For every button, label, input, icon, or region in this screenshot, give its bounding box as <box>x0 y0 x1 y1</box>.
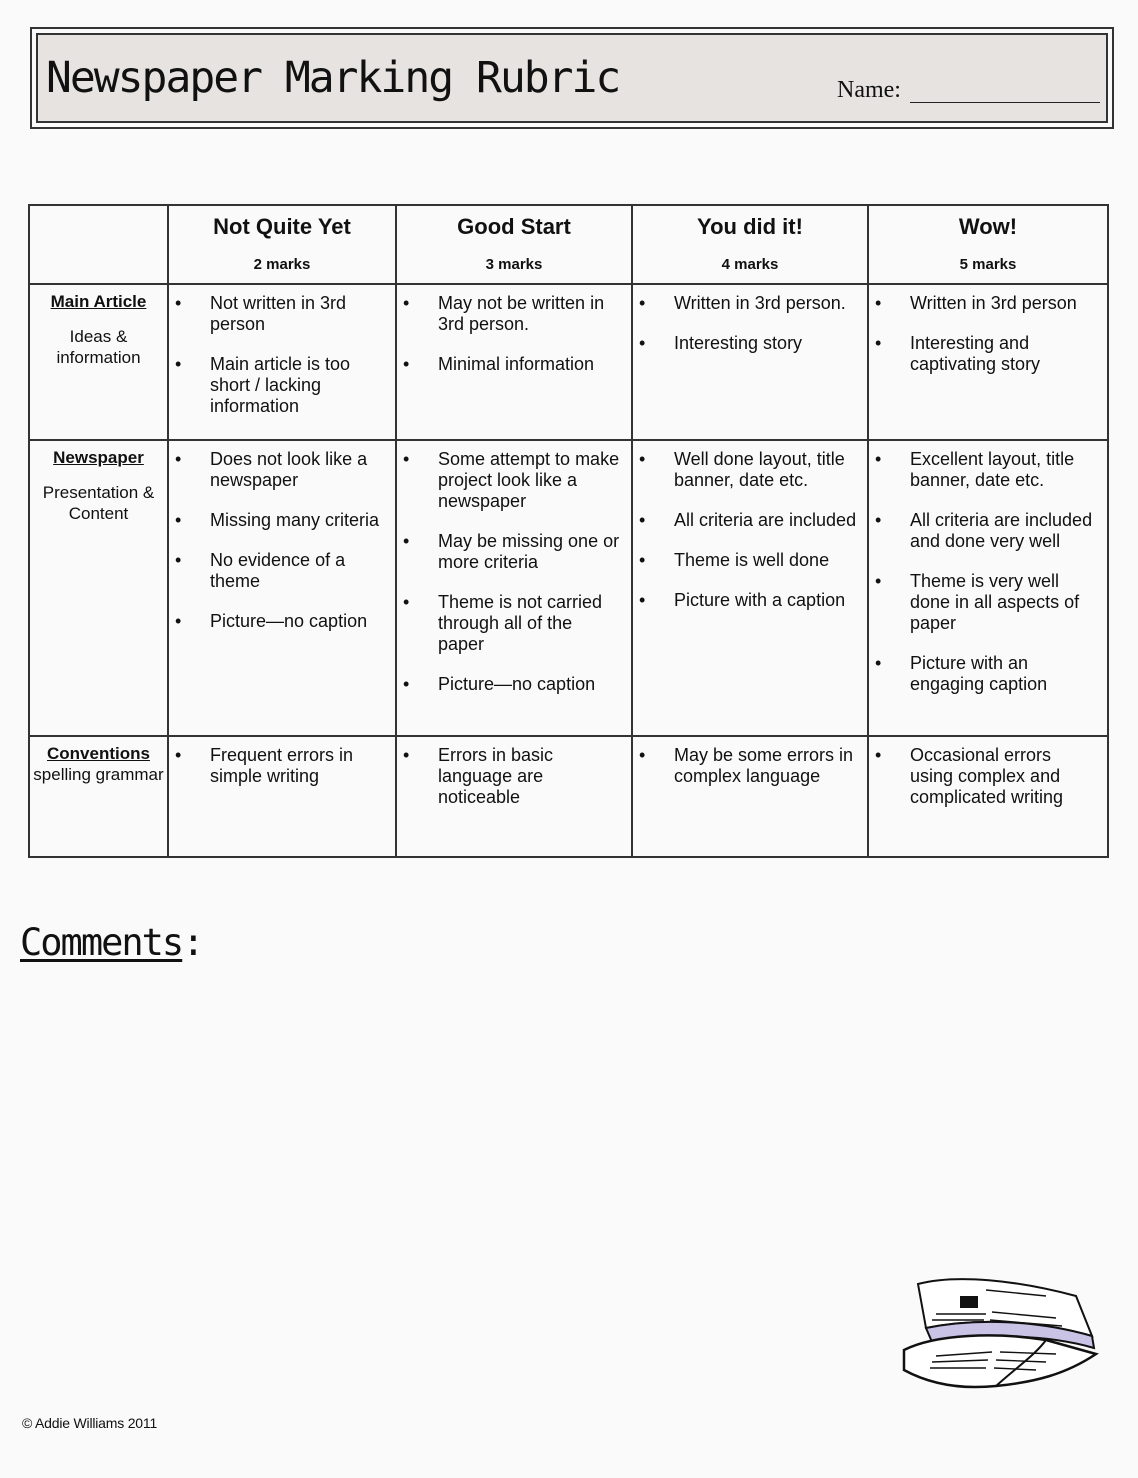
rubric-table <box>28 204 1109 858</box>
criterion: • Picture—no caption <box>169 611 387 632</box>
column-header <box>868 205 1108 284</box>
criterion: • May be some errors in complex language <box>633 745 859 787</box>
criteria-cell <box>396 440 632 736</box>
criteria-cell <box>396 284 632 440</box>
column-header <box>168 205 396 284</box>
criterion: • Picture with a caption <box>633 590 859 611</box>
criteria-cell <box>168 284 396 440</box>
column-marks: 4 marks <box>721 256 779 273</box>
row-title: Main Article <box>50 292 147 311</box>
criterion: • No evidence of a theme <box>169 550 387 592</box>
criterion: • Interesting and captivating story <box>869 333 1099 375</box>
criteria-cell <box>868 440 1108 736</box>
column-marks: 2 marks <box>253 256 311 273</box>
title-banner <box>30 27 1114 129</box>
criteria-cell <box>632 440 868 736</box>
column-title: Good Start <box>457 214 571 239</box>
criterion: • Occasional errors using complex and complicated writing <box>869 745 1099 808</box>
criterion: • Written in 3rd person <box>869 293 1099 314</box>
criterion: • All criteria are included <box>633 510 859 531</box>
criterion: • May be missing one or more criteria <box>397 531 623 573</box>
criterion: • Interesting story <box>633 333 859 354</box>
row-header <box>29 440 168 736</box>
column-header <box>632 205 868 284</box>
criterion: • Not written in 3rd person <box>169 293 387 335</box>
criterion: • All criteria are included and done very well <box>869 510 1099 552</box>
row-title: Newspaper <box>53 448 144 467</box>
criterion: • Picture with an engaging caption <box>869 653 1099 695</box>
corner-cell <box>29 205 168 284</box>
criterion: • Main article is too short / lacking information <box>169 354 387 417</box>
copyright-text: © Addie Williams 2011 <box>22 1415 158 1431</box>
criterion: • Missing many criteria <box>169 510 387 531</box>
column-marks: 3 marks <box>485 256 543 273</box>
rubric-header-row <box>29 205 1108 284</box>
rubric-row-main-article <box>29 284 1108 440</box>
column-header <box>396 205 632 284</box>
row-header <box>29 284 168 440</box>
page-title: Newspaper Marking Rubric <box>46 53 620 103</box>
name-field-line[interactable] <box>910 102 1100 103</box>
criterion: • Theme is very well done in all aspects of paper <box>869 571 1099 634</box>
criterion: • Written in 3rd person. <box>633 293 859 314</box>
criterion: • Frequent errors in simple writing <box>169 745 387 787</box>
criterion: • Picture—no caption <box>397 674 623 695</box>
column-title: Not Quite Yet <box>213 214 351 239</box>
criterion: • Minimal information <box>397 354 623 375</box>
row-subtitle: spelling grammar <box>33 765 164 784</box>
row-subtitle: Presentation & Content <box>42 483 155 523</box>
criteria-cell <box>632 736 868 857</box>
criteria-cell <box>396 736 632 857</box>
criterion: • Theme is not carried through all of the paper <box>397 592 623 655</box>
criterion: • Excellent layout, title banner, date etc. <box>869 449 1099 491</box>
row-subtitle: Ideas & information <box>56 327 141 367</box>
criteria-cell <box>168 440 396 736</box>
criterion: • Theme is well done <box>633 550 859 571</box>
row-header <box>29 736 168 857</box>
criteria-cell <box>632 284 868 440</box>
comments-colon: : <box>182 921 203 964</box>
criteria-cell <box>868 736 1108 857</box>
comments-heading <box>20 921 203 964</box>
rubric-row-conventions <box>29 736 1108 857</box>
criteria-cell <box>168 736 396 857</box>
criterion: • Some attempt to make project look like a newspaper <box>397 449 623 512</box>
criterion: • May not be written in 3rd person. <box>397 293 623 335</box>
title-banner-inner <box>36 33 1108 123</box>
comments-label: Comments <box>20 921 183 964</box>
column-title: Wow! <box>958 214 1018 239</box>
row-title: Conventions <box>47 744 150 763</box>
column-marks: 5 marks <box>959 256 1017 273</box>
criterion: • Does not look like a newspaper <box>169 449 387 491</box>
criterion: • Well done layout, title banner, date etc. <box>633 449 859 491</box>
name-label: Name: <box>837 77 901 103</box>
rubric-row-newspaper <box>29 440 1108 736</box>
criteria-cell <box>868 284 1108 440</box>
criterion: • Errors in basic language are noticeable <box>397 745 623 808</box>
newspaper-icon <box>896 1274 1102 1394</box>
column-title: You did it! <box>697 214 803 239</box>
